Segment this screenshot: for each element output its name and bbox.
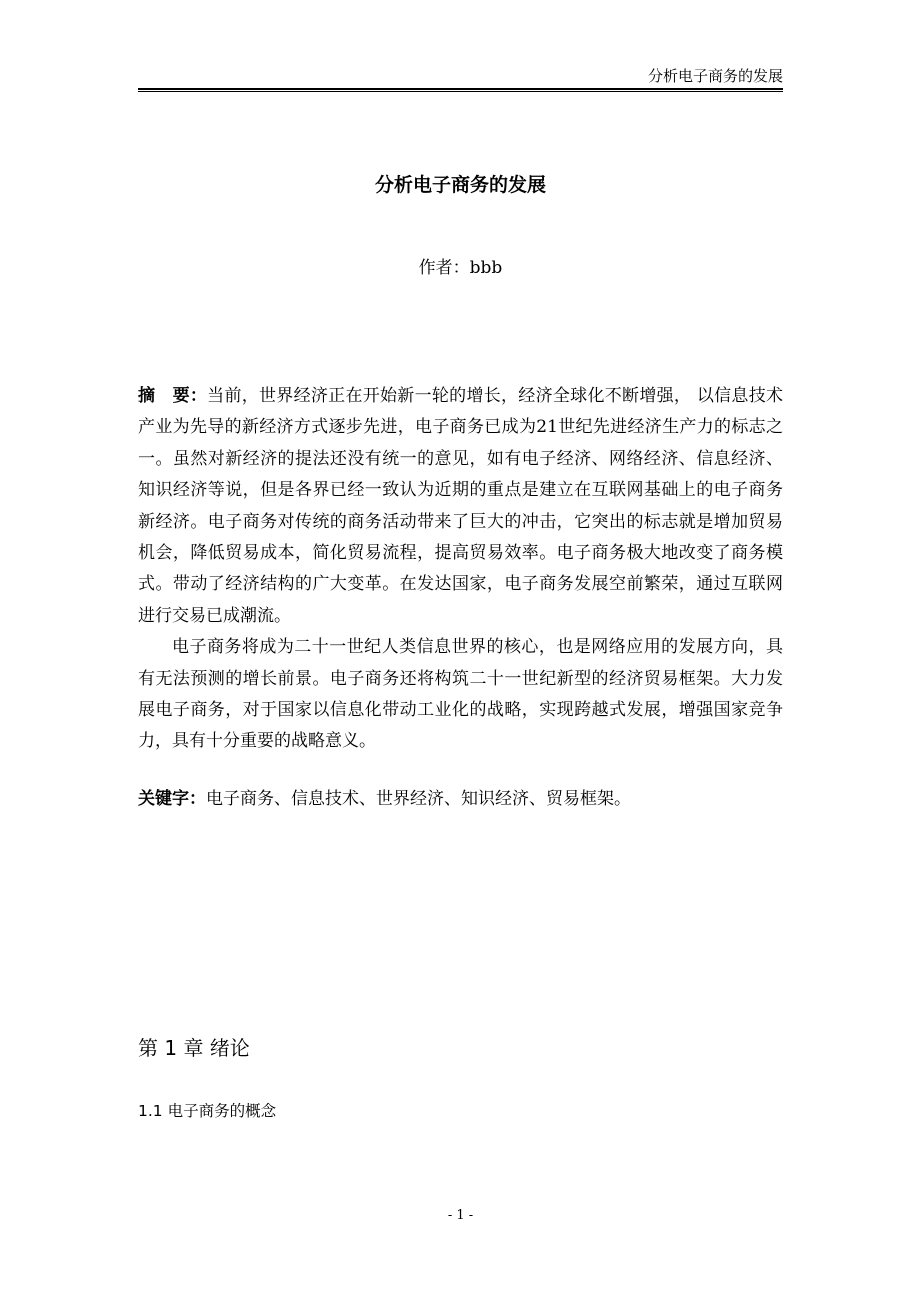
abstract-paragraph-2: 电子商务将成为二十一世纪人类信息世界的核心，也是网络应用的发展方向，具有无法预测的增长前景。电子商务还将构筑二十一世纪新型的经济贸易框架。大力发展电子商务，对于国家以信息化带动工业化的战略，实现跨越式发展，增强国家竞争力，具有十分重要的战略意义。	[138, 637, 783, 752]
document-title: 分析电子商务的发展	[374, 174, 546, 196]
abstract-section	[138, 381, 783, 758]
author-line: 作者：bbb	[418, 258, 503, 278]
keywords-line	[138, 786, 783, 812]
abstract-label: 摘 要：	[138, 386, 208, 406]
header-divider	[138, 88, 783, 92]
keywords-label: 关键字：	[138, 789, 206, 809]
keywords-text: 电子商务、信息技术、世界经济、知识经济、贸易框架。	[206, 789, 631, 809]
section-heading: 1.1 电子商务的概念	[138, 1102, 277, 1120]
running-header	[138, 66, 783, 86]
page-number: - 1 -	[447, 1208, 474, 1223]
abstract-paragraph-1	[138, 381, 783, 632]
running-header-title: 分析电子商务的发展	[647, 67, 783, 85]
chapter-heading: 第 1 章 绪论	[138, 1036, 250, 1060]
abstract-paragraph-1-text: 当前，世界经济正在开始新一轮的增长，经济全球化不断增强， 以信息技术产业为先导的新经济方式逐步先进，电子商务已成为21世纪先进经济生产力的标志之一。虽然对新经济的提法还没有统一的意见，如有电子经济、网络经济、信息经济、知识经济等说，但是各界已经一致认为近期的重点是建立在互联网基础上的电子商务新经济。电子商务对传统的商务活动带来了巨大的冲击，它突出的标志就是增加贸易机会，降低贸易成本，简化贸易流程，提高贸易效率。电子商务极大地改变了商务模式。带动了经济结构的广大变革。在发达国家，电子商务发展空前繁荣，通过互联网进行交易已成潮流。	[138, 386, 784, 626]
